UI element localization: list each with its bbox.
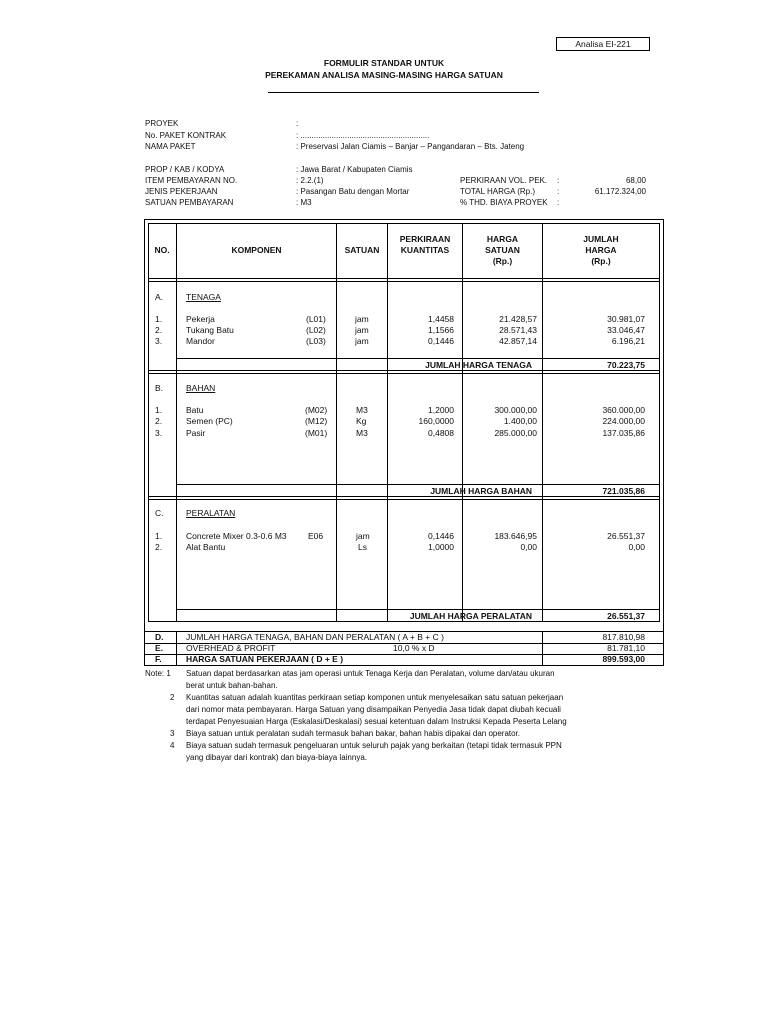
- vol-value: 68,00: [625, 176, 646, 185]
- title-underline: [268, 92, 539, 93]
- col-no-header: NO.: [154, 245, 170, 255]
- row-quantity: 0,1446: [428, 531, 454, 541]
- note-3-number: 3: [170, 729, 175, 738]
- nama-paket-value: : Preservasi Jalan Ciamis – Banjar – Pangandaran – Bts. Jateng: [296, 142, 525, 151]
- summary-d-label: JUMLAH HARGA TENAGA, BAHAN DAN PERALATAN ( A + B + C ): [186, 632, 444, 642]
- summary-f-letter: F.: [155, 654, 162, 664]
- note-4-line-1: Biaya satuan sudah termasuk pengeluaran untuk seluruh pajak yang berkaitan (tetapi tidak termasuk PPN: [186, 741, 562, 750]
- total-colon: :: [557, 187, 560, 196]
- prop-label: PROP / KAB / KODYA: [145, 165, 225, 174]
- note-2-number: 2: [170, 693, 175, 702]
- form-title-line2: PEREKAMAN ANALISA MASING-MASING HARGA SATUAN: [265, 70, 503, 80]
- row-no: 2.: [155, 416, 163, 426]
- row-unit: jam: [356, 531, 370, 541]
- row-total: 26.551,37: [607, 531, 645, 541]
- row-quantity: 1,2000: [428, 405, 454, 415]
- note-4-number: 4: [170, 741, 175, 750]
- note-2-line-2: dari nomor mata pembayaran. Harga Satuan yang disampaikan Penyedia Jasa tidak dapat diubah kecuali: [186, 705, 561, 714]
- row-total: 33.046,47: [607, 325, 645, 335]
- row-component: Concrete Mixer 0.3-0.6 M3: [186, 531, 287, 541]
- col-harga-header-2: SATUAN: [485, 245, 520, 255]
- section-b-letter: B.: [155, 383, 164, 393]
- row-unit-price: 21.428,57: [499, 314, 537, 324]
- item-value: : 2.2.(1): [296, 176, 324, 185]
- row-component: Mandor: [186, 336, 215, 346]
- row-quantity: 1,0000: [428, 542, 454, 552]
- section-c-title: PERALATAN: [186, 508, 236, 518]
- jenis-label: JENIS PEKERJAAN: [145, 187, 218, 196]
- vol-label: PERKIRAAN VOL. PEK.: [460, 176, 548, 185]
- subtotal-peralatan-value: 26.551,37: [607, 611, 645, 621]
- row-no: 3.: [155, 428, 163, 438]
- row-total: 360.000,00: [602, 405, 645, 415]
- row-unit-price: 285.000,00: [494, 428, 537, 438]
- summary-e-label: OVERHEAD & PROFIT: [186, 643, 276, 653]
- row-unit: Kg: [356, 416, 367, 426]
- row-no: 2.: [155, 542, 163, 552]
- persen-label: % THD. BIAYA PROYEK: [460, 198, 548, 207]
- row-total: 224.000,00: [602, 416, 645, 426]
- row-quantity: 160,0000: [418, 416, 454, 426]
- row-unit-price: 28.571,43: [499, 325, 537, 335]
- row-total: 6.196,21: [611, 336, 645, 346]
- row-component: Batu: [186, 405, 204, 415]
- total-value: 61.172.324,00: [594, 187, 646, 196]
- col-satuan-header: SATUAN: [344, 245, 380, 255]
- paket-kontrak-value: : ..........................................................: [296, 131, 430, 140]
- row-unit: M3: [356, 428, 368, 438]
- subtotal-bahan-label: JUMLAH HARGA BAHAN: [430, 486, 532, 496]
- jenis-value: : Pasangan Batu dengan Mortar: [296, 187, 410, 196]
- row-quantity: 0,4808: [428, 428, 454, 438]
- row-no: 1.: [155, 314, 163, 324]
- summary-d-value: 817.810,98: [602, 632, 645, 642]
- row-component: Alat Bantu: [186, 542, 226, 552]
- col-kuantitas-header-1: PERKIRAAN: [399, 234, 451, 244]
- col-harga-header-1: HARGA: [486, 234, 519, 244]
- item-label: ITEM PEMBAYARAN NO.: [145, 176, 238, 185]
- note-2-line-3: terdapat Penyesuaian Harga (Eskalasi/Deskalasi) sesuai ketentuan dalam Instruksi Kepada Peserta Lelang: [186, 717, 567, 726]
- col-komponen-header: KOMPONEN: [231, 245, 282, 255]
- row-component: Tukang Batu: [186, 325, 234, 335]
- row-code: (M02): [305, 405, 328, 415]
- row-total: 30.981,07: [607, 314, 645, 324]
- proyek-colon: :: [296, 119, 299, 128]
- total-label: TOTAL HARGA (Rp.): [460, 187, 535, 196]
- row-total: 0,00: [628, 542, 645, 552]
- section-c-letter: C.: [155, 508, 164, 518]
- row-quantity: 1,1566: [428, 325, 454, 335]
- note-2-line-1: Kuantitas satuan adalah kuantitas perkiraan setiap komponen untuk menyelesaikan satu satuan pekerjaan: [186, 693, 564, 702]
- satuan-label: SATUAN PEMBAYARAN: [145, 198, 234, 207]
- row-quantity: 0,1446: [428, 336, 454, 346]
- paket-kontrak-label: No. PAKET KONTRAK: [145, 131, 227, 140]
- satuan-value: : M3: [296, 198, 312, 207]
- vol-colon: :: [557, 176, 560, 185]
- col-kuantitas-header-2: KUANTITAS: [400, 245, 450, 255]
- row-code: (L01): [306, 314, 326, 324]
- section-a-title: TENAGA: [186, 292, 221, 302]
- proyek-label: PROYEK: [145, 119, 179, 128]
- summary-e-value: 81.781,10: [607, 643, 645, 653]
- row-no: 1.: [155, 405, 163, 415]
- subtotal-peralatan-label: JUMLAH HARGA PERALATAN: [409, 611, 532, 621]
- row-unit: jam: [355, 314, 369, 324]
- col-jumlah-header-3: (Rp.): [591, 256, 611, 266]
- row-component: Pekerja: [186, 314, 215, 324]
- row-no: 2.: [155, 325, 163, 335]
- note-prefix: Note: 1: [145, 669, 171, 678]
- col-jumlah-header-1: JUMLAH: [583, 234, 619, 244]
- subtotal-bahan-value: 721.035,86: [602, 486, 645, 496]
- note-1-line-2: berat untuk bahan-bahan.: [186, 681, 278, 690]
- row-code: E06: [308, 531, 324, 541]
- section-b-title: BAHAN: [186, 383, 216, 393]
- row-total: 137.035,86: [602, 428, 645, 438]
- summary-f-value: 899.593,00: [602, 654, 645, 664]
- row-quantity: 1,4458: [428, 314, 454, 324]
- row-unit: Ls: [358, 542, 367, 552]
- row-unit-price: 0,00: [520, 542, 537, 552]
- row-unit-price: 1.400,00: [503, 416, 537, 426]
- subtotal-tenaga-value: 70.223,75: [607, 360, 645, 370]
- col-harga-header-3: (Rp.): [492, 256, 513, 266]
- row-unit: jam: [355, 325, 369, 335]
- row-unit: jam: [355, 336, 369, 346]
- row-code: (L03): [306, 336, 326, 346]
- note-4-line-2: yang dibayar dari kontrak) dan biaya-biaya lainnya.: [186, 753, 367, 762]
- row-code: (M01): [305, 428, 328, 438]
- nama-paket-label: NAMA PAKET: [145, 142, 196, 151]
- note-3-line-1: Biaya satuan untuk peralatan sudah termasuk bahan bakar, bahan habis dipakai dan operator.: [186, 729, 521, 738]
- section-a-letter: A.: [155, 292, 164, 302]
- summary-e-letter: E.: [155, 643, 164, 653]
- summary-f-label: HARGA SATUAN PEKERJAAN ( D + E ): [186, 654, 344, 664]
- summary-e-formula: 10,0 % x D: [393, 643, 435, 653]
- col-jumlah-header-2: HARGA: [585, 245, 617, 255]
- form-code: Analisa EI-221: [556, 37, 650, 51]
- row-code: (L02): [306, 325, 326, 335]
- row-no: 1.: [155, 531, 163, 541]
- persen-colon: :: [557, 198, 560, 207]
- row-unit-price: 183.646,95: [494, 531, 537, 541]
- summary-d-letter: D.: [155, 632, 164, 642]
- row-unit-price: 42.857,14: [499, 336, 537, 346]
- row-unit-price: 300.000,00: [494, 405, 537, 415]
- row-code: (M12): [305, 416, 328, 426]
- row-component: Semen (PC): [186, 416, 233, 426]
- subtotal-tenaga-label: JUMLAH HARGA TENAGA: [425, 360, 532, 370]
- row-unit: M3: [356, 405, 368, 415]
- row-component: Pasir: [186, 428, 206, 438]
- note-1-line-1: Satuan dapat berdasarkan atas jam operasi untuk Tenaga Kerja dan Peralatan, volume dan/atau ukuran: [186, 669, 555, 678]
- row-no: 3.: [155, 336, 163, 346]
- form-title-line1: FORMULIR STANDAR UNTUK: [323, 58, 445, 68]
- prop-value: : Jawa Barat / Kabupaten Ciamis: [296, 165, 413, 174]
